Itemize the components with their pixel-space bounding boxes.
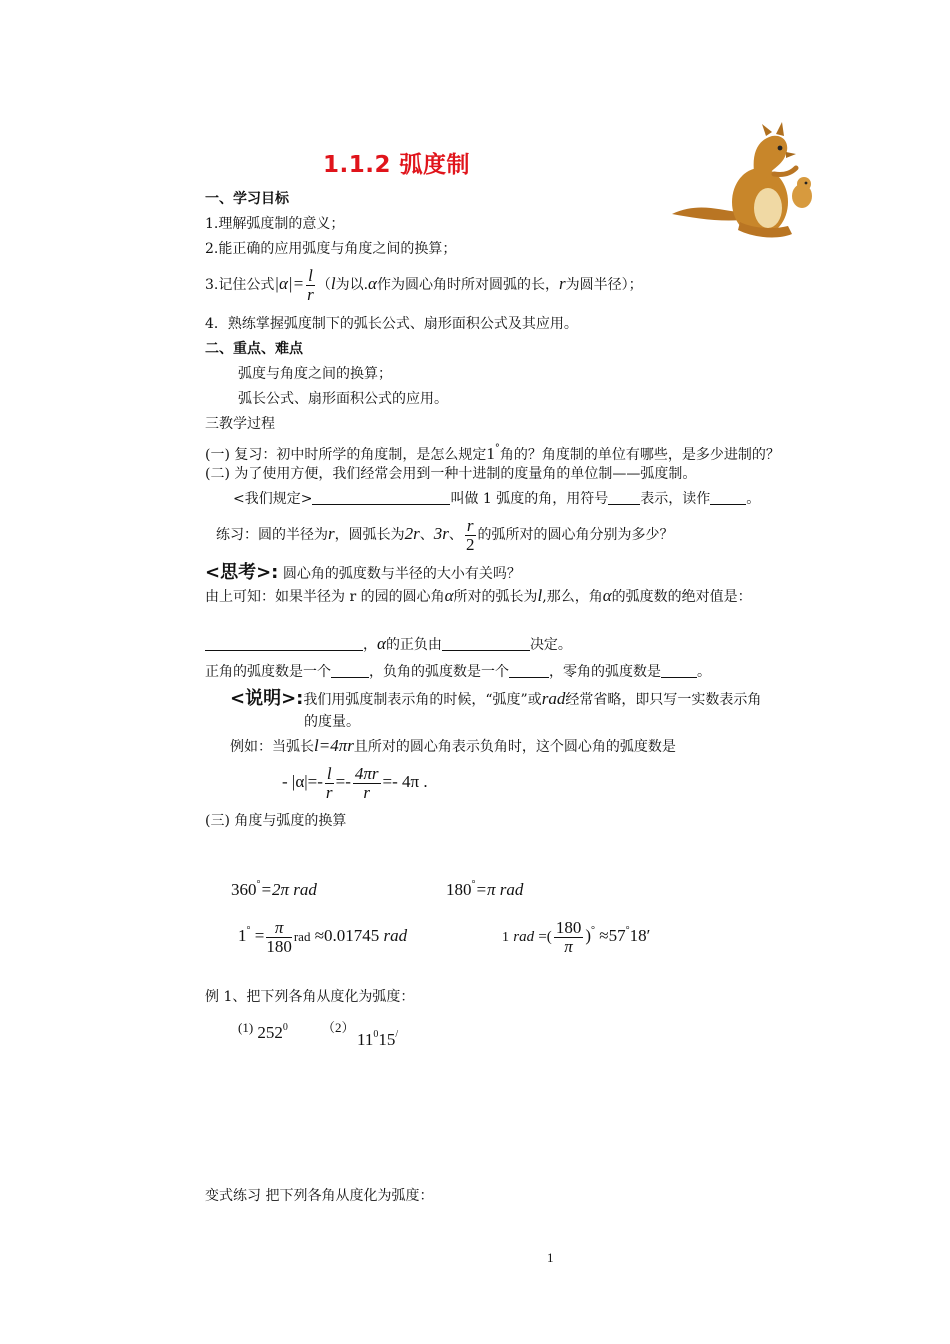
conversion-1-radian: 1 rad =( $\frac{180}{\pi}$ )° ≈57°18′ <box>502 917 651 956</box>
blank-zero[interactable] <box>661 663 697 678</box>
section-heading-goals: 一、学习目标 <box>205 191 289 207</box>
goal-3-fraction: $\frac{l}{r}$ <box>307 265 314 304</box>
exercise-line: 练习：圆的半径为r，圆弧长为2r、3r、 $\frac{r}{2}$ 的弧所对的圆心角分别为多少？ <box>216 515 674 554</box>
process-line-3: <我们规定> 叫做 1 弧度的角，用符号 表示，读作 。 <box>233 491 761 507</box>
kangaroo-illustration <box>668 122 828 242</box>
explain-formula: - |α|=- $\frac{l}{r}$ =- $\frac{4\pi r}{r}$ =- 4π . <box>282 763 428 802</box>
example-1-heading: 例 1、把下列各角从度化为弧度： <box>205 989 415 1005</box>
think-line-4: 正角的弧度数是一个 ，负角的弧度数是一个 ，零角的弧度数是 。 <box>205 664 711 680</box>
goal-3: 3.记住公式|α|= $\frac{l}{r}$ （l为以.α作为圆心角时所对圆弧的长，r为圆半径）； <box>205 265 643 304</box>
example-1-item-2: （2） <box>322 1020 355 1035</box>
section-heading-key-points: 二、重点、难点 <box>205 341 303 357</box>
goal-1: 1.理解弧度制的意义； <box>205 216 345 232</box>
section-heading-conversion: (三) 角度与弧度的换算 <box>205 813 347 829</box>
think-label: <思考>: <box>205 562 279 583</box>
blank-symbol[interactable] <box>608 490 640 505</box>
page-title: 1.1.2 弧度制 <box>323 152 470 178</box>
explain-label: <说明>: <box>230 688 304 709</box>
example-1-item-1: $^{(1)}$ $252^0$ <box>238 1020 288 1042</box>
blank-sign[interactable] <box>442 636 530 651</box>
key-point-2: 弧长公式、扇形面积公式的应用。 <box>238 391 448 407</box>
explain-example: 例如：当弧长l=4πr且所对的圆心角表示负角时，这个圆心角的弧度数是 <box>230 736 676 755</box>
page-number: 1 <box>547 1250 554 1265</box>
variant-heading: 变式练习 把下列各角从度化为弧度： <box>205 1188 434 1204</box>
goal-3-abs: |α|= <box>274 274 305 293</box>
blank-positive[interactable] <box>331 663 369 678</box>
section-heading-process: 三教学过程 <box>205 416 275 432</box>
process-line-2: (二) 为了使用方便，我们经常会用到一种十进制的度量角的单位制——弧度制。 <box>205 466 697 482</box>
explain-line: <说明>:我们用弧度制表示角的时候，“弧度”或rad经常省略，即只写一实数表示角 <box>230 688 762 709</box>
goal-4: 4．熟练掌握弧度制下的弧长公式、扇形面积公式及其应用。 <box>205 316 578 332</box>
goal-3-prefix: 3.记住公式 <box>205 277 275 293</box>
goal-2: 2.能正确的应用弧度与角度之间的换算； <box>205 241 457 257</box>
think-line: <思考>: 圆心角的弧度数与半径的大小有关吗？ <box>205 562 521 583</box>
conversion-360: 360°=2π rad <box>231 879 317 899</box>
blank-reading[interactable] <box>710 490 746 505</box>
exercise-fraction: $\frac{r}{2}$ <box>465 515 475 554</box>
conversion-180: 180°=π rad <box>446 879 524 899</box>
blank-negative[interactable] <box>509 663 549 678</box>
blank-definition[interactable] <box>312 490 450 505</box>
think-line-2: 由上可知：如果半径为 r 的园的圆心角α所对的弧长为l,那么，角α的弧度数的绝对值是： <box>205 586 752 605</box>
example-1-item-2-value: $11^015^/$ <box>357 1029 399 1049</box>
key-point-1: 弧度与角度之间的换算； <box>238 366 392 382</box>
blank-abs-value[interactable] <box>205 636 363 651</box>
explain-line-2: 的度量。 <box>304 714 360 730</box>
process-line-1: (一) 复习：初中时所学的角度制，是怎么规定1°角的？角度制的单位有哪些，是多少进制的？ <box>205 443 780 463</box>
conversion-1-degree: 1° = $\frac{\pi}{180}$ rad ≈0.01745 rad <box>238 917 408 956</box>
think-line-3: ，α的正负由 决定。 <box>205 635 572 654</box>
